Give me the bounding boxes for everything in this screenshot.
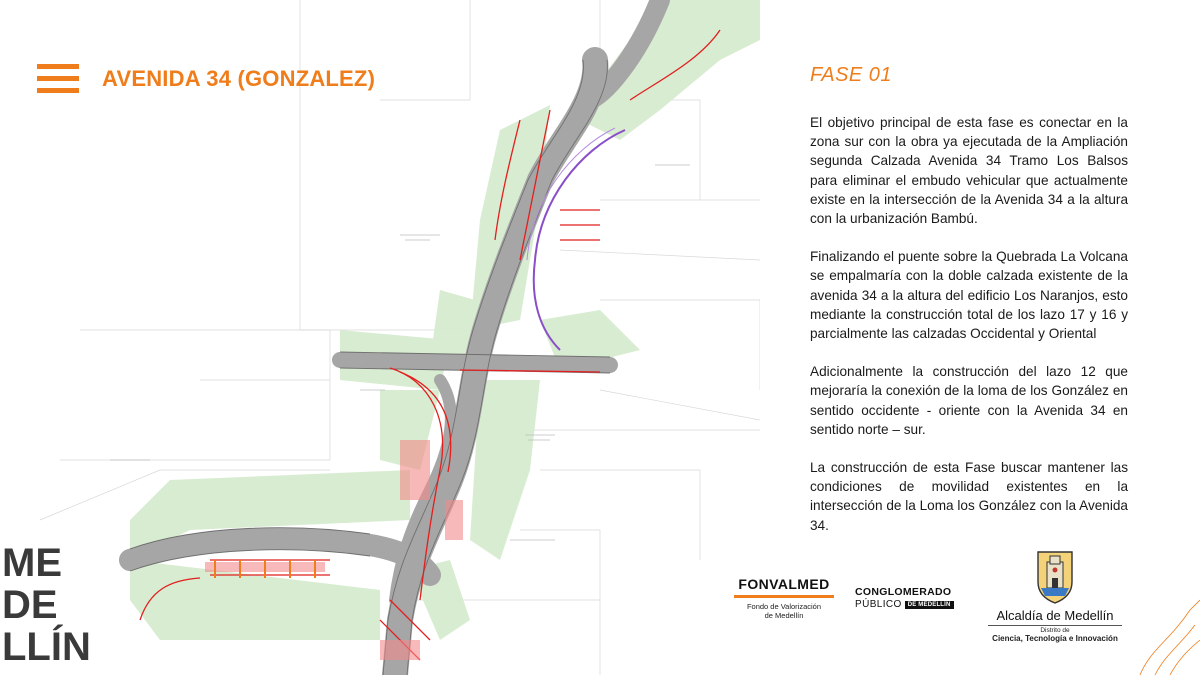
paragraph: Adicionalmente la construcción del lazo 12 que mejoraría la conexión de la loma de los González en sentido occidente - oriente con la Avenida 34 en sentido norte – sur. — [810, 364, 1128, 437]
medellin-line-1: ME — [2, 541, 62, 585]
hamburger-menu-icon[interactable] — [37, 64, 79, 96]
menu-bar — [37, 64, 79, 69]
conglomerado-logo — [855, 586, 967, 610]
paragraph: El objetivo principal de esta fase es conectar en la zona sur con la obra ya ejecutada de la Ampliación segunda Calzada Avenida 34 Tramo Los Balsos para eliminar el embudo vehicular que actualmente existe en la intersección de la Avenida 34 a la altura con la urbanización Bambú. — [810, 115, 1128, 227]
fonvalmed-bar — [734, 595, 834, 598]
decorative-contour-lines — [1130, 590, 1200, 675]
paragraph: Finalizando el puente sobre la Quebrada La Volcana se empalmaría con la doble calzada existente de la avenida 34 a la altura del edificio Los Naranjos, esto mediante la construcción total de los lazo 17 y 16 y parcialmente las calzadas Occidental y Oriental — [810, 249, 1128, 342]
fonvalmed-name: FONVALMED — [738, 576, 830, 592]
alcaldia-logo — [980, 548, 1130, 643]
fonvalmed-logo — [728, 576, 840, 620]
medellin-line-2: DE — [2, 583, 58, 627]
phase-description — [810, 113, 1128, 554]
alcaldia-divider — [988, 625, 1122, 626]
alcaldia-subtitle: Ciencia, Tecnología e Innovación — [992, 634, 1118, 643]
paragraph: La construcción de esta Fase buscar mantener las condiciones de movilidad existentes en la intersección de la Loma los González con la Avenida 34. — [810, 460, 1128, 533]
fonvalmed-subtitle: Fondo de Valorización — [746, 602, 822, 611]
phase-title: FASE 01 — [810, 64, 893, 86]
fonvalmed-subtitle: de Medellín — [764, 611, 804, 620]
page-title: AVENIDA 34 (GONZALEZ) — [102, 66, 376, 91]
menu-bar — [37, 76, 79, 81]
coat-of-arms-icon — [1035, 548, 1075, 604]
conglomerado-name: CONGLOMERADO — [855, 586, 952, 598]
alcaldia-name: Alcaldía de Medellín — [996, 608, 1114, 623]
medellin-line-3: LLÍN — [2, 625, 91, 669]
conglomerado-publico: PÚBLICO — [855, 599, 902, 610]
alcaldia-subtitle: Distrito de — [1040, 627, 1070, 634]
medellin-wordmark — [0, 540, 130, 675]
menu-bar — [37, 88, 79, 93]
conglomerado-tag: DE MEDELLÍN — [905, 601, 954, 609]
